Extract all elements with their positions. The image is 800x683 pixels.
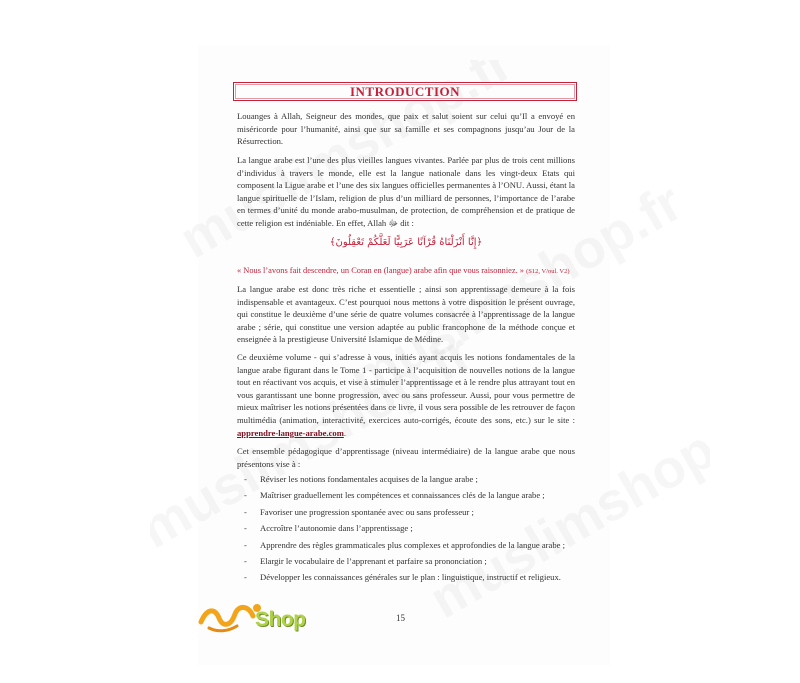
bullet-marker: - [244,506,247,517]
list-item [244,489,578,501]
introduction-heading-box [233,82,577,101]
paragraph-second-volume [237,351,575,439]
bullet-marker: - [244,539,247,550]
list-item-text: Elargir le vocabulaire de l’apprenant et parfaire sa prononciation ; [260,555,487,566]
page-title: INTRODUCTION [349,84,460,99]
paragraph-goals: Cet ensemble pédagogique d’apprentissage (niveau intermédiaire) de la langue arabe que nous présentons vise à : [237,446,575,469]
paragraph-intro: Louanges à Allah, Seigneur des mondes, que paix et salut soient sur celui qu’Il a envoyé en miséricorde pour l’humanité, ainsi que sur sa famille et ses compagnons jusqu’au Jour de la Résurrection. [237,111,575,147]
list-item-text: Développer les connaissances générales sur le plan : linguistique, instructif et religieux. [260,572,561,583]
quran-verse-arabic: ﴿إِنَّا أَنْزَلْنَاهُ قُرْآنًا عَرَبِيًّا لَعَلَّكُمْ تَعْقِلُونَ﴾ [329,237,483,248]
bullet-marker: - [244,555,247,566]
list-item-text: Maîtriser graduellement les compétences et connaissances clés de la langue arabe ; [260,490,545,501]
list-item [244,539,578,551]
bullet-marker: - [244,523,247,534]
bullet-marker: - [244,572,247,583]
list-item [244,506,578,518]
verse-translation-text: « Nous l’avons fait descendre, un Coran en (langue) arabe afin que vous raisonniez. » [237,266,524,275]
verse-reference: (S12, V/oul. V2) [526,268,570,275]
verse-translation [237,266,582,275]
paragraph-importance: La langue arabe est donc très riche et essentielle ; ainsi son apprentissage demeure à la fois indispensable et avantageux. C’est pourquoi nous mettons à votre disposition le présent ouvrage, qui constitue le deuxième d’une série de quatre volumes consacrée à l’apprentissage de la langue arabe ; série, qui constitue une version adaptée au public francophone de la méthode conçue et enseignée à la prestigieuse Université Islamique de Médine. [237,284,575,345]
muslimshop-logo[interactable] [197,596,327,636]
list-item-text: Favoriser une progression spontanée avec ou sans professeur ; [260,506,474,517]
list-item [244,473,578,485]
list-item [244,522,578,534]
goals-list [244,473,578,588]
paragraph-arabic-language: La langue arabe est l’une des plus vieilles langues vivantes. Parlée par plus de trois cent millions d’individus à travers le monde, elle est la langue nationale dans les vingt-deux Etats qui composent la Ligue arabe et l’une des six langues officielles permanentes à l’ONU. Aussi, étant la langue spirituelle de l’Islam, religion de plus d’un milliard de personnes, l’importance de l’arabe en termes d’unité du monde arabo-musulman, de protection, de compréhension et de pratique de cette religion est indéniable. En effet, Allah ﷻ dit : [237,155,575,228]
page-number: 15 [396,613,405,623]
paragraph-end-punct: . [343,427,347,438]
website-link[interactable]: apprendre-langue-arabe.com [237,427,344,438]
list-item [244,571,578,583]
bullet-marker: - [244,490,247,501]
list-item-text: Apprendre des règles grammaticales plus complexes et approfondies de la langue arabe ; [260,539,565,550]
bullet-marker: - [244,474,247,484]
logo-text: Shop [255,608,306,631]
list-item-text: Réviser les notions fondamentales acquises de la langue arabe ; [260,474,478,484]
list-item [244,555,578,567]
paragraph-second-volume-text: Ce deuxième volume - qui s’adresse à vous, initiés ayant acquis les notions fondamentales de la langue arabe figurant dans le Tome 1 - participe à l’acquisition de nouvelles notions de la langue tout en réactivant vos acquis, et vise à stimuler l’apprentissage et à le rendre plus attrayant tout en vous garantissant une bonne progression, avec ou sans professeur. Aussi, pour vous permettre de mieux maîtriser les notions présentées dans ce livre, il vous sera possible de les retrouver de façon multimédia (animation, interactivité, exercices auto-corrigés, écoute des sons, etc.) sur le site : [237,352,575,425]
list-item-text: Accroître l’autonomie dans l’apprentissage ; [260,523,413,534]
